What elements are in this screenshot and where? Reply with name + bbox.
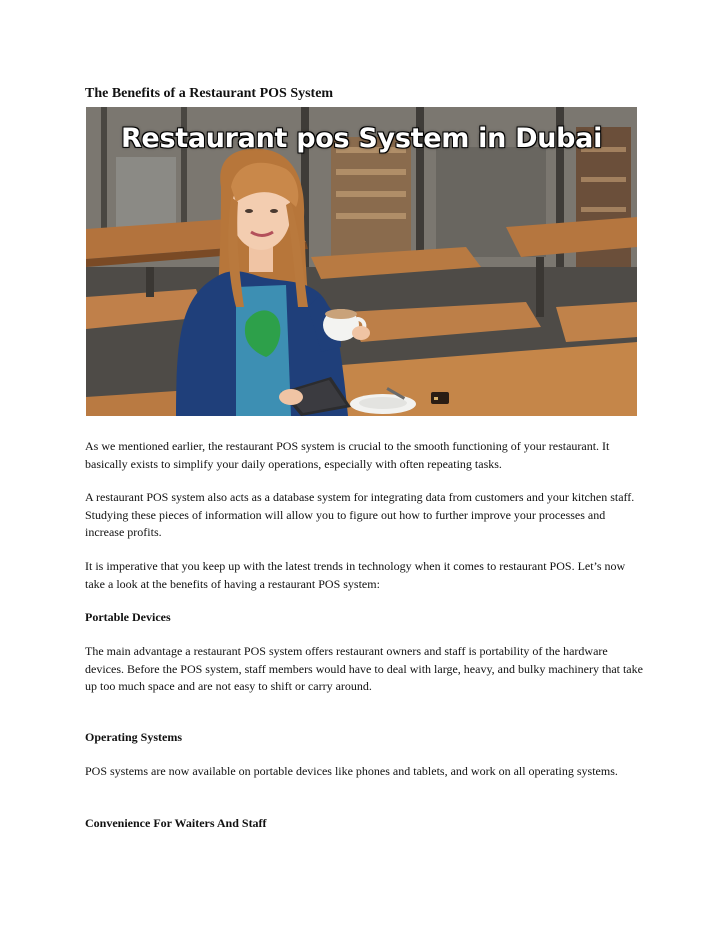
- hero-image: [86, 107, 637, 416]
- hero-caption: Restaurant pos System in Dubai: [120, 123, 603, 154]
- paragraph-trends: It is imperative that you keep up with the latest trends in technology when it comes to restaurant POS. Let’s now take a look at the benefits of having a restaurant POS system:: [85, 559, 626, 591]
- paragraph-intro: As we mentioned earlier, the restaurant POS system is crucial to the smooth functioning of your restaurant. It basically exists to simplify your daily operations, especially with often repeating tasks.: [85, 439, 610, 471]
- section-heading-operating-systems: Operating Systems: [85, 730, 182, 744]
- section-heading-portable-devices: Portable Devices: [85, 610, 171, 624]
- paragraph-database: A restaurant POS system also acts as a database system for integrating data from customers and your kitchen staff. Studying these pieces of information will allow you to figure out how to further improve your processes and increase profits.: [85, 490, 635, 539]
- section-text-operating-systems: POS systems are now available on portable devices like phones and tablets, and work on all operating systems.: [85, 764, 618, 778]
- document-title: The Benefits of a Restaurant POS System: [85, 86, 334, 101]
- section-heading-convenience: Convenience For Waiters And Staff: [85, 816, 267, 830]
- section-text-portable-devices: The main advantage a restaurant POS system offers restaurant owners and staff is portability of the hardware devices. Before the POS system, staff members would have to deal with large, heavy, and bulky machinery that take up too much space and are not easy to shift or carry around.: [85, 644, 643, 693]
